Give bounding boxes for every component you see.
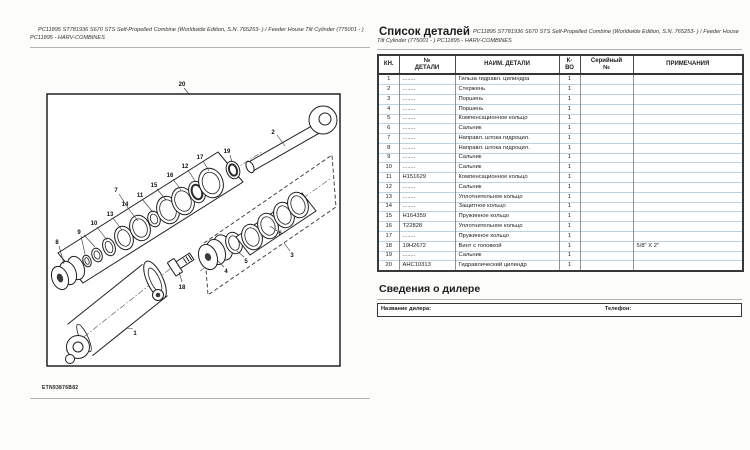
catalog-reference-left: PC11895 ST781936 S670 STS Self-Propelled Combine (Worldwide Edition, S.N. 765253- ) / Feeder House Tilt Cylinder (775001 - ) PC11895 - HARV-COMBINES (30, 27, 364, 42)
dealer-name-label: Название дилера: (381, 306, 431, 313)
cell-part: H151629 (399, 173, 455, 183)
cell-name: Поршень (455, 104, 559, 114)
cell-notes (633, 222, 743, 232)
cell-name: Направл. штока гидроцил. (455, 134, 559, 144)
parts-table (377, 54, 744, 272)
cell-notes (633, 143, 743, 153)
cell-part: ........ (399, 192, 455, 202)
cell-name: Направл. штока гидроцил. (455, 143, 559, 153)
cell-notes (633, 183, 743, 193)
table-row (378, 202, 743, 212)
table-row (378, 261, 743, 271)
cell-serial (580, 202, 633, 212)
callout-16: 16 (166, 172, 174, 179)
cell-name: Пружинное кольцо (455, 212, 559, 222)
cell-name: Сальник (455, 163, 559, 173)
cell-part: ........ (399, 183, 455, 193)
table-row (378, 192, 743, 202)
table-row (378, 173, 743, 183)
cell-part: ........ (399, 85, 455, 95)
cell-key: 3 (378, 94, 399, 104)
leader-line (184, 88, 189, 94)
callout-5: 5 (244, 258, 248, 265)
cell-qty: 1 (559, 163, 580, 173)
cell-key: 18 (378, 241, 399, 251)
exploded-view-diagram (30, 75, 368, 394)
cell-key: 7 (378, 134, 399, 144)
cell-serial (580, 124, 633, 134)
cell-serial (580, 212, 633, 222)
callout-4: 4 (224, 268, 228, 275)
cell-qty: 1 (559, 74, 580, 84)
table-row (378, 241, 743, 251)
cell-notes (633, 261, 743, 271)
cell-key: 13 (378, 192, 399, 202)
cell-notes (633, 192, 743, 202)
col-header-name: НАИМ. ДЕТАЛИ (455, 55, 559, 74)
cell-qty: 1 (559, 232, 580, 242)
cell-notes (633, 251, 743, 261)
cell-qty: 1 (559, 153, 580, 163)
parts-table-body (378, 74, 743, 271)
cell-part: ........ (399, 114, 455, 124)
cell-part: 19H2672 (399, 241, 455, 251)
cell-key: 6 (378, 124, 399, 134)
cell-key: 1 (378, 74, 399, 84)
callout-18: 18 (178, 284, 186, 291)
cell-part: ........ (399, 74, 455, 84)
cell-part: ........ (399, 202, 455, 212)
callout-17: 17 (196, 154, 204, 161)
table-row (378, 222, 743, 232)
cell-serial (580, 74, 633, 84)
cell-part: ........ (399, 153, 455, 163)
col-header-part-no: № ДЕТАЛИ (399, 55, 455, 74)
callout-7: 7 (114, 187, 118, 194)
cell-serial (580, 134, 633, 144)
col-header-serial: Серийный № (580, 55, 633, 74)
cell-name: Уплотнительное кольцо (455, 222, 559, 232)
callout-12: 12 (181, 163, 189, 170)
cell-qty: 1 (559, 94, 580, 104)
cell-notes (633, 202, 743, 212)
cell-qty: 1 (559, 143, 580, 153)
cell-serial (580, 163, 633, 173)
parts-list-header (377, 26, 742, 45)
table-header-row (378, 55, 743, 74)
cell-name: Сальник (455, 251, 559, 261)
cell-notes (633, 74, 743, 84)
cell-key: 20 (378, 261, 399, 271)
cell-part: ........ (399, 163, 455, 173)
cell-serial (580, 94, 633, 104)
cell-serial (580, 104, 633, 114)
callout-10: 10 (90, 220, 98, 227)
cell-name: Гильза гидравл. цилиндра (455, 74, 559, 84)
table-row (378, 153, 743, 163)
cell-key: 2 (378, 85, 399, 95)
cell-serial (580, 241, 633, 251)
cell-notes (633, 104, 743, 114)
cell-serial (580, 251, 633, 261)
table-row (378, 212, 743, 222)
cell-name: Сальник (455, 153, 559, 163)
cell-qty: 1 (559, 104, 580, 114)
callout-3: 3 (290, 252, 294, 259)
cell-notes (633, 94, 743, 104)
callout-15: 15 (150, 182, 158, 189)
cell-part: AHC10313 (399, 261, 455, 271)
cell-part: ........ (399, 232, 455, 242)
cell-serial (580, 153, 633, 163)
cell-name: Уплотнительное кольцо (455, 192, 559, 202)
divider (30, 47, 370, 48)
catalog-reference-right: PC11895 ST781936 S670 STS Self-Propelled Combine (Worldwide Edition, S.N. 765253- ) / Feeder House Tilt Cylinder (775001 - ) PC11895 - HARV-COMBINES (377, 29, 739, 44)
cell-serial (580, 192, 633, 202)
col-header-qty: К- ВО (559, 55, 580, 74)
callout-13: 13 (106, 211, 114, 218)
cell-notes (633, 134, 743, 144)
callout-6: 6 (278, 230, 282, 237)
callout-9: 9 (77, 229, 81, 236)
col-header-key: КН. (378, 55, 399, 74)
cell-key: 12 (378, 183, 399, 193)
table-row (378, 232, 743, 242)
cell-qty: 1 (559, 192, 580, 202)
cell-notes (633, 124, 743, 134)
callout-11: 11 (136, 192, 144, 199)
divider (30, 398, 370, 399)
table-row (378, 74, 743, 84)
cell-part: T22828 (399, 222, 455, 232)
cell-part: H164359 (399, 212, 455, 222)
cell-part: ........ (399, 134, 455, 144)
col-header-notes: ПРИМЕЧАНИЯ (633, 55, 743, 74)
cell-qty: 1 (559, 124, 580, 134)
cell-serial (580, 232, 633, 242)
divider (377, 299, 742, 300)
cell-name: Гидравлический цилиндр (455, 261, 559, 271)
cell-part: ........ (399, 94, 455, 104)
cell-notes (633, 85, 743, 95)
divider (377, 49, 742, 50)
cell-qty: 1 (559, 222, 580, 232)
cell-qty: 1 (559, 134, 580, 144)
cell-qty: 1 (559, 251, 580, 261)
cell-name: Винт с головкой (455, 241, 559, 251)
cell-qty: 1 (559, 241, 580, 251)
table-row (378, 104, 743, 114)
cell-key: 19 (378, 251, 399, 261)
table-row (378, 183, 743, 193)
cell-notes (633, 114, 743, 124)
dealer-phone-label: Телефон: (604, 306, 632, 313)
cell-key: 16 (378, 222, 399, 232)
cell-serial (580, 261, 633, 271)
cell-notes (633, 173, 743, 183)
cell-qty: 1 (559, 114, 580, 124)
cell-key: 14 (378, 202, 399, 212)
diagram-panel (30, 26, 370, 399)
cell-key: 10 (378, 163, 399, 173)
dealer-section-title: Сведения о дилере (379, 283, 481, 296)
cell-qty: 1 (559, 183, 580, 193)
callout-20: 20 (178, 81, 186, 88)
cell-key: 8 (378, 143, 399, 153)
callout-14: 14 (121, 201, 129, 208)
cell-serial (580, 85, 633, 95)
table-row (378, 124, 743, 134)
callout-19: 19 (223, 148, 231, 155)
callout-8: 8 (55, 239, 59, 246)
cell-key: 5 (378, 114, 399, 124)
cell-key: 17 (378, 232, 399, 242)
figure-code: ETN93876B82 (42, 384, 79, 391)
cell-part: ........ (399, 251, 455, 261)
cell-name: Сальник (455, 124, 559, 134)
callout-1: 1 (133, 330, 137, 337)
cell-name: Компенсационное кольцо (455, 173, 559, 183)
cell-name: Пружинное кольцо (455, 232, 559, 242)
callout-2: 2 (271, 129, 275, 136)
cell-qty: 1 (559, 202, 580, 212)
table-row (378, 134, 743, 144)
table-row (378, 94, 743, 104)
cell-serial (580, 183, 633, 193)
cell-name: Компенсационное кольцо (455, 114, 559, 124)
parts-list-title: Список деталей (379, 26, 470, 38)
cell-serial (580, 143, 633, 153)
table-row (378, 251, 743, 261)
cell-notes: 5/8" X 2" (633, 241, 743, 251)
cell-key: 4 (378, 104, 399, 114)
cell-part: ........ (399, 124, 455, 134)
cell-name: Поршень (455, 94, 559, 104)
cell-key: 15 (378, 212, 399, 222)
cell-serial (580, 222, 633, 232)
table-row (378, 143, 743, 153)
table-row (378, 163, 743, 173)
cell-part: ........ (399, 104, 455, 114)
cell-qty: 1 (559, 261, 580, 271)
cell-name: Сальник (455, 183, 559, 193)
table-row (378, 114, 743, 124)
cell-notes (633, 153, 743, 163)
cell-part: ........ (399, 143, 455, 153)
cell-qty: 1 (559, 173, 580, 183)
cell-key: 11 (378, 173, 399, 183)
cell-qty: 1 (559, 212, 580, 222)
cell-name: Защитное кольцо (455, 202, 559, 212)
cell-name: Стержень (455, 85, 559, 95)
parts-list-panel (377, 26, 742, 317)
cell-notes (633, 212, 743, 222)
cell-qty: 1 (559, 85, 580, 95)
cell-key: 9 (378, 153, 399, 163)
cell-serial (580, 114, 633, 124)
table-row (378, 85, 743, 95)
dealer-info-box (377, 303, 742, 317)
cell-serial (580, 173, 633, 183)
cell-notes (633, 232, 743, 242)
cell-notes (633, 163, 743, 173)
